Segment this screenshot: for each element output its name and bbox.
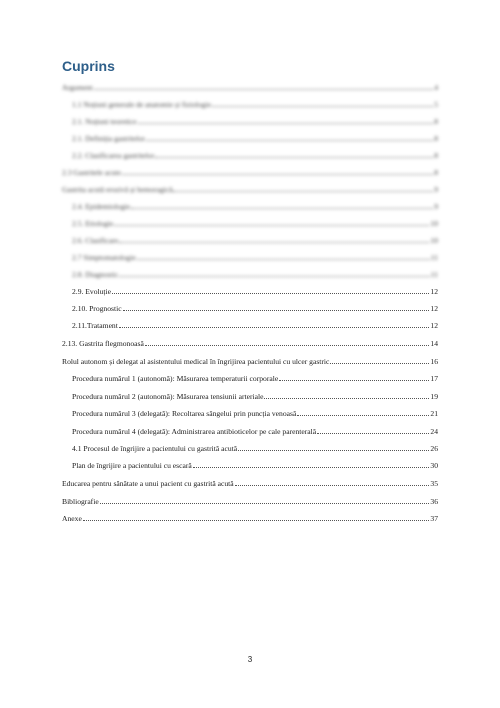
toc-entry-title: 2.2. Clasificarea gastritelor	[72, 151, 155, 160]
toc-entry[interactable]	[72, 131, 438, 143]
toc-entry-title: Gastrita acută erozivă și hemoragică	[62, 185, 173, 194]
toc-entry-page: 35	[430, 479, 438, 488]
toc-entry-page: 30	[430, 461, 438, 470]
toc-entry-page: 5	[434, 100, 438, 109]
toc-entry-page: 16	[430, 357, 438, 366]
toc-heading: Cuprins	[62, 58, 115, 74]
toc-entry-page: 37	[430, 514, 438, 523]
toc-entry-title: Anexe	[62, 514, 82, 523]
toc-entry-page: 11	[430, 253, 438, 262]
toc-dot-leader	[119, 327, 430, 328]
page-number: 3	[247, 655, 253, 664]
toc-dot-leader	[119, 242, 429, 243]
toc-entry-title: 2.1. Noțiuni teoretice	[72, 117, 137, 126]
toc-entry-page: 26	[430, 444, 438, 453]
toc-dot-leader	[235, 485, 430, 486]
toc-entry-page: 24	[430, 427, 438, 436]
toc-entry[interactable]	[62, 182, 438, 194]
toc-entry-title: 2.3 Gastritele acute	[62, 168, 121, 177]
toc-entry[interactable]	[72, 389, 438, 401]
toc-entry-page: 12	[430, 304, 438, 313]
toc-entry-page: 21	[430, 409, 438, 418]
toc-entry[interactable]	[72, 318, 438, 330]
toc-entry[interactable]	[72, 406, 438, 418]
toc-entry-title: Rolul autonom și delegat al asistentului medical în îngrijirea pacientului cu ulcer gastric	[62, 357, 330, 366]
toc-entry-title: Plan de îngrijire a pacientului cu escară	[72, 461, 192, 470]
toc-dot-leader	[131, 208, 433, 209]
toc-entry[interactable]	[72, 250, 438, 262]
toc-entry[interactable]	[62, 80, 438, 92]
toc-entry[interactable]	[72, 267, 438, 279]
toc-entry-title: Procedura numărul 3 (delegată): Recoltarea sângelui prin puncția venoasă	[72, 409, 297, 418]
toc-entry[interactable]	[72, 371, 438, 383]
toc-entry-page: 8	[434, 168, 438, 177]
toc-entry-title: Bibliografie	[62, 497, 99, 506]
toc-dot-leader	[146, 140, 433, 141]
toc-dot-leader	[94, 89, 434, 90]
toc-entry-title: 2.13. Gastrita flegmonoasă	[62, 339, 144, 348]
toc-entry-title: Procedura numărul 4 (delegată): Administrarea antibioticelor pe cale parenterală	[72, 427, 317, 436]
toc-entry[interactable]	[72, 216, 438, 228]
toc-dot-leader	[317, 433, 429, 434]
toc-entry-page: 10	[430, 219, 438, 228]
toc-entry-title: Procedura numărul 1 (autonomă): Măsurarea temperaturii corporale	[72, 374, 279, 383]
toc-dot-leader	[83, 520, 430, 521]
toc-entry-page: 11	[430, 270, 438, 279]
toc-dot-leader	[137, 259, 430, 260]
toc-entry[interactable]	[72, 114, 438, 126]
toc-entry[interactable]	[62, 165, 438, 177]
toc-entry-page: 9	[434, 202, 438, 211]
toc-entry-title: 4.1 Procesul de îngrijire a pacientului cu gastrită acută	[72, 444, 238, 453]
toc-entry-page: 9	[434, 185, 438, 194]
toc-entry[interactable]	[72, 441, 438, 453]
toc-dot-leader	[112, 293, 429, 294]
toc-entry-page: 8	[434, 117, 438, 126]
toc-entry-page: 14	[430, 339, 438, 348]
toc-entry-page: 17	[430, 374, 438, 383]
toc-dot-leader	[238, 450, 429, 451]
toc-entry-title: 2.9. Evoluție	[72, 287, 112, 296]
toc-entry[interactable]	[62, 494, 438, 506]
toc-dot-leader	[119, 276, 429, 277]
toc-entry[interactable]	[72, 233, 438, 245]
toc-entry[interactable]	[62, 511, 438, 523]
toc-dot-leader	[212, 106, 433, 107]
toc-entry-page: 8	[434, 151, 438, 160]
toc-dot-leader	[145, 345, 430, 346]
toc-entry[interactable]	[72, 148, 438, 160]
toc-dot-leader	[114, 225, 429, 226]
toc-entry-page: 4	[434, 83, 438, 92]
toc-dot-leader	[279, 380, 429, 381]
toc-entry-title: 2.6. Clasificare	[72, 236, 119, 245]
toc-dot-leader	[330, 363, 429, 364]
toc-dot-leader	[155, 157, 433, 158]
toc-entry-title: 1.1 Noțiuni generale de anatomie și fiziologie	[72, 100, 211, 109]
toc-entry[interactable]	[62, 354, 438, 366]
toc-entry-title: Argument	[62, 83, 93, 92]
toc-entry[interactable]	[72, 97, 438, 109]
toc-dot-leader	[123, 310, 430, 311]
toc-dot-leader	[138, 123, 434, 124]
toc-entry[interactable]	[62, 476, 438, 488]
toc-entry-page: 36	[430, 497, 438, 506]
toc-entry-page: 12	[430, 321, 438, 330]
toc-entry-page: 12	[430, 287, 438, 296]
toc-entry-title: 2.7 Simptomatologie	[72, 253, 136, 262]
toc-entry[interactable]	[72, 424, 438, 436]
toc-entry-title: 2.10. Prognostic	[72, 304, 122, 313]
toc-entry[interactable]	[62, 336, 438, 348]
toc-entry-title: Educarea pentru sănătate a unui pacient cu gastrită acută	[62, 479, 234, 488]
toc-dot-leader	[297, 415, 429, 416]
toc-entry-page: 19	[430, 392, 438, 401]
toc-entry[interactable]	[72, 199, 438, 211]
toc-entry-title: 2.11.Tratament	[72, 321, 118, 330]
toc-entry-title: 2.8. Diagnostic	[72, 270, 119, 279]
toc-entry-page: 8	[434, 134, 438, 143]
toc-entry-page: 10	[430, 236, 438, 245]
toc-dot-leader	[122, 174, 433, 175]
toc-entry[interactable]	[72, 301, 438, 313]
toc-entry-title: Procedura numărul 2 (autonomă): Măsurarea tensiunii arteriale	[72, 392, 264, 401]
toc-dot-leader	[100, 503, 430, 504]
toc-entry-title: 2.1. Definiția gastritelor	[72, 134, 145, 143]
toc-entry[interactable]	[72, 284, 438, 296]
toc-entry-title: 2.4. Epidemiologie	[72, 202, 130, 211]
toc-dot-leader	[264, 398, 429, 399]
toc-entry-title: 2.5. Etiologie	[72, 219, 114, 228]
toc-dot-leader	[173, 191, 433, 192]
toc-entry[interactable]	[72, 458, 438, 470]
toc-dot-leader	[193, 467, 430, 468]
